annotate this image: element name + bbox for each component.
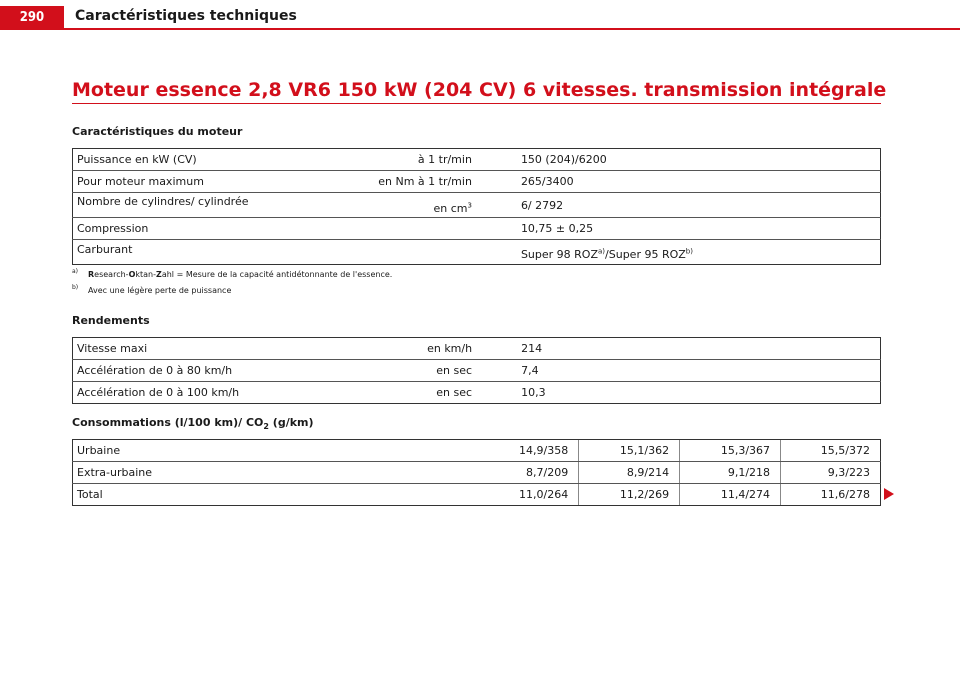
page-header xyxy=(0,0,960,30)
row-label xyxy=(73,193,476,218)
engine-table xyxy=(72,148,881,265)
row-label-text: Carburant xyxy=(77,243,133,256)
footnote-text xyxy=(88,268,392,281)
table-row xyxy=(73,440,881,462)
row-unit: en Nm à 1 tr/min xyxy=(378,175,472,188)
row-label: Total xyxy=(73,484,476,506)
table-row xyxy=(73,218,881,240)
row-unit: en sec xyxy=(436,364,473,377)
cell-value: 11,0/264 xyxy=(476,484,579,506)
section-title: Moteur essence 2,8 VR6 150 kW (204 CV) 6 vitesses. transmission intégrale xyxy=(72,79,887,101)
cell-value: 15,5/372 xyxy=(781,440,881,462)
page-number: 290 xyxy=(0,6,64,30)
cell-value: 11,6/278 xyxy=(781,484,881,506)
table-row xyxy=(73,484,881,506)
row-label xyxy=(73,149,476,171)
row-value: 10,3 xyxy=(476,382,880,404)
cell-value: 15,3/367 xyxy=(680,440,781,462)
row-label xyxy=(73,360,477,382)
consumption-heading xyxy=(72,416,314,431)
row-label-text: Puissance en kW (CV) xyxy=(77,153,197,166)
row-label: Extra-urbaine xyxy=(73,462,476,484)
row-unit: en km/h xyxy=(427,342,473,355)
row-unit xyxy=(433,202,471,215)
row-label-text: Vitesse maxi xyxy=(77,342,148,355)
fuel-value-1: Super 98 ROZ xyxy=(520,248,598,261)
consumption-table xyxy=(72,439,881,506)
row-label-text: Accélération de 0 à 80 km/h xyxy=(77,364,233,377)
table-row xyxy=(73,240,881,265)
row-label-text: Pour moteur maximum xyxy=(77,175,204,188)
cell-value: 11,2/269 xyxy=(579,484,680,506)
row-value: 214 xyxy=(476,338,880,360)
unit-text: en cm xyxy=(433,201,468,215)
table-row xyxy=(73,171,881,193)
performance-table xyxy=(72,337,881,404)
footnote-ref-a: a) xyxy=(598,247,606,256)
page-header-title: Caractéristiques techniques xyxy=(75,8,297,24)
table-row xyxy=(73,193,881,218)
row-value xyxy=(476,240,881,265)
footnote-segment: ktan- xyxy=(135,270,157,279)
row-label xyxy=(73,218,476,240)
section-rule xyxy=(72,103,881,104)
header-rule xyxy=(64,28,960,30)
footnote-segment: esearch- xyxy=(94,270,129,279)
table-row xyxy=(73,149,881,171)
row-unit: à 1 tr/min xyxy=(417,153,472,166)
cell-value: 9,1/218 xyxy=(680,462,781,484)
table-row xyxy=(73,338,881,360)
row-label xyxy=(73,338,477,360)
row-label xyxy=(73,240,476,265)
row-label xyxy=(73,382,477,404)
acronym-letter: R xyxy=(88,270,95,279)
table-row xyxy=(73,360,881,382)
row-value: 7,4 xyxy=(476,360,880,382)
row-label-text: Nombre de cylindres/ cylindrée xyxy=(77,194,249,208)
cell-value: 14,9/358 xyxy=(476,440,579,462)
performance-heading: Rendements xyxy=(72,314,150,327)
row-value: 6/ 2792 xyxy=(476,193,881,218)
cell-value: 15,1/362 xyxy=(579,440,680,462)
cell-value: 9,3/223 xyxy=(781,462,881,484)
engine-heading: Caractéristiques du moteur xyxy=(72,125,243,138)
row-value: 265/3400 xyxy=(476,171,881,193)
fuel-value-2: /Super 95 ROZ xyxy=(605,248,686,261)
footnote-mark: a) xyxy=(72,268,79,275)
row-value: 150 (204)/6200 xyxy=(476,149,881,171)
acronym-letter: O xyxy=(128,270,136,279)
row-label-text: Accélération de 0 à 100 km/h xyxy=(77,386,240,399)
unit-superscript: 3 xyxy=(467,200,472,209)
cell-value: 8,9/214 xyxy=(579,462,680,484)
row-label-text: Compression xyxy=(77,222,149,235)
heading-subscript: 2 xyxy=(263,422,269,432)
row-label: Urbaine xyxy=(73,440,476,462)
row-value: 10,75 ± 0,25 xyxy=(476,218,881,240)
cell-value: 11,4/274 xyxy=(680,484,781,506)
acronym-letter: Z xyxy=(156,270,162,279)
footnote-segment: ahl = Mesure de la capacité antidétonnante de l'essence. xyxy=(161,270,393,279)
row-unit: en sec xyxy=(436,386,473,399)
footnote-text: Avec une légère perte de puissance xyxy=(88,286,232,295)
heading-text: Consommations (l/100 km)/ CO xyxy=(72,416,264,429)
footnote-mark: b) xyxy=(72,284,79,291)
row-label xyxy=(73,171,476,193)
table-row xyxy=(73,462,881,484)
triangle-right-icon[interactable] xyxy=(884,488,894,500)
cell-value: 8,7/209 xyxy=(476,462,579,484)
table-row xyxy=(73,382,881,404)
footnote-ref-b: b) xyxy=(685,247,693,256)
heading-text: (g/km) xyxy=(268,416,314,429)
